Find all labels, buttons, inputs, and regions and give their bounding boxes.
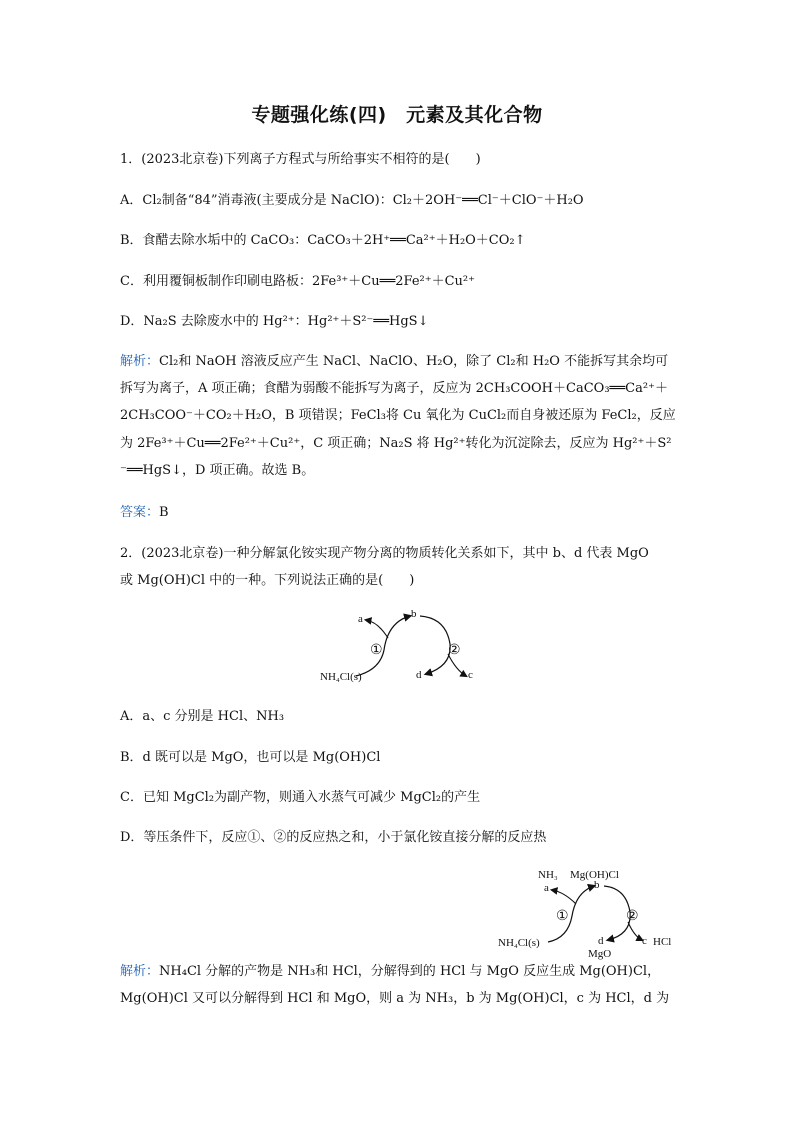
reactant-label: NH₄Cl(s) bbox=[320, 671, 362, 683]
step-2-marker: ② bbox=[448, 643, 461, 658]
analysis-label: 解析： bbox=[120, 964, 160, 979]
step-1-arc bbox=[548, 886, 594, 942]
label-d: d bbox=[416, 669, 422, 681]
answer-label: 答案： bbox=[120, 505, 160, 520]
question-1-analysis-line-2: 拆写为离子，A 项正确；食醋为弱酸不能拆写为离子，反应为 2CH₃COOH＋CaCO₃══Ca²⁺＋ bbox=[120, 381, 668, 396]
question-2-option-d: D．等压条件下，反应①、②的反应热之和，小于氯化铵直接分解的反应热 bbox=[120, 830, 547, 845]
annotated-cycle-diagram bbox=[496, 864, 680, 964]
label-b: b bbox=[411, 608, 417, 620]
label-c-name: HCl bbox=[653, 936, 672, 948]
question-2-analysis-line-1 bbox=[120, 962, 660, 982]
question-1-analysis-line-4: 为 2Fe³⁺＋Cu══2Fe²⁺＋Cu²⁺，C 项正确；Na₂S 将 Hg²⁺转化为沉淀除去，反应为 Hg²⁺＋S² bbox=[120, 436, 672, 451]
branch-to-c-arrow bbox=[628, 922, 642, 940]
step-1-marker: ① bbox=[370, 643, 383, 658]
step-1-arc bbox=[356, 616, 410, 676]
label-c: c bbox=[468, 669, 473, 681]
label-b-name: Mg(OH)Cl bbox=[570, 869, 619, 881]
question-1-option-a: A．Cl₂制备“84”消毒液(主要成分是 NaClO)：Cl₂＋2OH⁻══Cl⁻＋ClO⁻＋H₂O bbox=[120, 193, 584, 208]
analysis-label: 解析： bbox=[120, 354, 160, 369]
step-1-marker: ① bbox=[556, 909, 569, 924]
label-c: c bbox=[642, 935, 647, 947]
label-a: a bbox=[358, 613, 363, 625]
label-d: d bbox=[598, 935, 604, 947]
question-1-answer bbox=[120, 503, 169, 523]
label-b: b bbox=[594, 879, 600, 891]
question-1-option-d: D．Na₂S 去除废水中的 Hg²⁺：Hg²⁺＋S²⁻══HgS↓ bbox=[120, 314, 429, 329]
branch-to-a-arrow bbox=[552, 890, 576, 904]
page-title: 专题强化练(四) 元素及其化合物 bbox=[251, 104, 543, 126]
answer-value: B bbox=[159, 505, 169, 520]
step-2-marker: ② bbox=[626, 909, 639, 924]
branch-to-a-arrow bbox=[366, 620, 388, 638]
question-1-option-c: C．利用覆铜板制作印刷电路板：2Fe³⁺＋Cu══2Fe²⁺＋Cu²⁺ bbox=[120, 274, 476, 289]
reactant-label: NH₄Cl(s) bbox=[498, 937, 540, 949]
question-2-analysis-line-2: Mg(OH)Cl 又可以分解得到 HCl 和 MgO，则 a 为 NH₃，b 为 Mg(OH)Cl，c 为 HCl，d 为 bbox=[120, 991, 670, 1006]
conversion-cycle-diagram bbox=[318, 606, 488, 688]
question-2-stem-line-2: 或 Mg(OH)Cl 中的一种。下列说法正确的是( ) bbox=[120, 573, 415, 588]
question-1-option-b: B．食醋去除水垢中的 CaCO₃：CaCO₃＋2H⁺══Ca²⁺＋H₂O＋CO₂↑ bbox=[120, 233, 526, 248]
question-2-option-c: C．已知 MgCl₂为副产物，则通入水蒸气可减少 MgCl₂的产生 bbox=[120, 790, 481, 805]
label-d-name: MgO bbox=[588, 948, 612, 960]
question-2-stem-line-1: 2．(2023北京卷)一种分解氯化铵实现产物分离的物质转化关系如下，其中 b、d 代表 MgO bbox=[120, 546, 649, 561]
label-a: a bbox=[544, 882, 549, 894]
question-1-analysis-line-5: ⁻══HgS↓，D 项正确。故选 B。 bbox=[120, 463, 315, 478]
analysis-text: NH₄Cl 分解的产物是 NH₃和 HCl，分解得到的 HCl 与 MgO 反应生成 Mg(OH)Cl， bbox=[159, 964, 661, 979]
question-1-stem: 1．(2023北京卷)下列离子方程式与所给事实不相符的是( ) bbox=[120, 152, 481, 167]
question-2-option-a: A．a、c 分别是 HCl、NH₃ bbox=[120, 709, 285, 724]
analysis-text: Cl₂和 NaOH 溶液反应产生 NaCl、NaClO、H₂O，除了 Cl₂和 H₂O 不能拆写其余均可 bbox=[159, 354, 669, 369]
question-1-analysis-line-3: 2CH₃COO⁻＋CO₂＋H₂O，B 项错误；FeCl₃将 Cu 氧化为 CuCl₂而自身被还原为 FeCl₂，反应 bbox=[120, 408, 676, 423]
step-2-arc bbox=[420, 616, 450, 674]
question-2-option-b: B．d 既可以是 MgO，也可以是 Mg(OH)Cl bbox=[120, 750, 381, 765]
question-1-analysis-line-1 bbox=[120, 352, 668, 372]
label-a-name: NH₃ bbox=[538, 869, 558, 881]
